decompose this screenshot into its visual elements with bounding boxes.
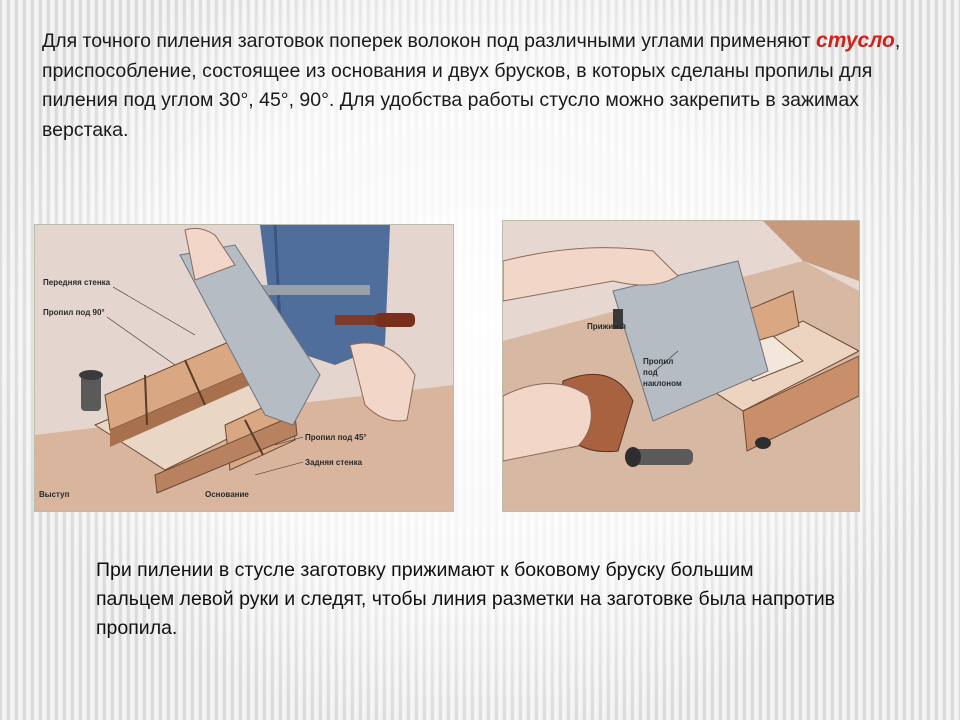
miter-box-illustration	[35, 225, 453, 511]
label-cut-45: Пропил под 45°	[305, 433, 367, 442]
label-angle-cut-line3: наклоном	[643, 379, 682, 388]
intro-text-end: , приспособление, состоящее из основания и двух брусков, в которых сделаны пропилы для пиления под углом 30°, 45°, 90°. Для удобства работы стусло можно закрепить в зажимах верстака.	[42, 30, 901, 141]
note-paragraph: При пилении в стусле заготовку прижимают к боковому бруску большим пальцем левой руки и следят, чтобы линия разметки на заготовке была напротив пропила.	[96, 559, 836, 639]
intro-term-highlight: стусло	[816, 29, 895, 52]
label-ledge: Выступ	[39, 490, 70, 499]
miter-box-diagram	[34, 224, 454, 512]
label-cut-90: Пропил под 90°	[43, 308, 105, 317]
label-base: Основание	[205, 490, 249, 499]
intro-paragraph	[42, 26, 922, 145]
miter-box-sawing-diagram	[502, 220, 860, 512]
label-angle-cut-line2: под	[643, 368, 658, 377]
label-clamps: Прижимы	[587, 322, 626, 331]
label-back-wall: Задняя стенка	[305, 458, 363, 467]
label-front-wall: Передняя стенка	[43, 278, 111, 287]
sawing-illustration	[503, 221, 859, 511]
label-angle-cut-line1: Пропил	[643, 357, 674, 366]
intro-text-start: Для точного пиления заготовок поперек волокон под различными углами применяют	[42, 30, 817, 52]
